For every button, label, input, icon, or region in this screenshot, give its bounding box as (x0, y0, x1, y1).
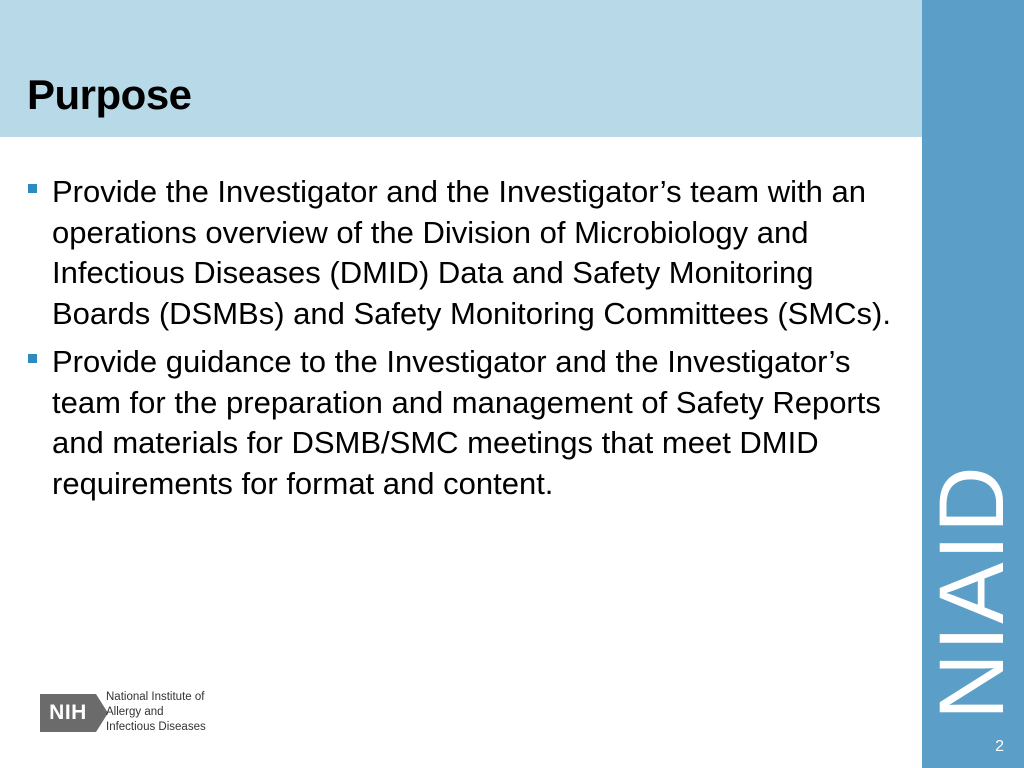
bullet-list (26, 172, 896, 512)
square-bullet-icon (28, 184, 37, 193)
slide-title: Purpose (27, 71, 192, 118)
institute-name (106, 690, 206, 735)
institute-name-line: Allergy and (106, 706, 164, 718)
bullet-item (26, 342, 896, 504)
institute-name-line: National Institute of (106, 691, 205, 703)
square-bullet-icon (28, 354, 37, 363)
bullet-item (26, 172, 896, 334)
institute-name-line: Infectious Diseases (106, 721, 206, 733)
niaid-vertical-logo: NIAID (921, 464, 1023, 720)
bullet-text: Provide guidance to the Investigator and the Investigator’s team for the preparation and management of Safety Reports and materials for DSMB/SMC meetings that meet DMID requirements for format and content. (52, 344, 881, 501)
bullet-text: Provide the Investigator and the Investigator’s team with an operations overview of the Division of Microbiology and Infectious Diseases (DMID) Data and Safety Monitoring Boards (DSMBs) and Safety Monitoring Committees (SMCs). (52, 174, 891, 331)
page-number: 2 (995, 738, 1004, 755)
nih-niaid-logo (40, 690, 230, 735)
nih-logo-letters: NIH (49, 701, 87, 724)
